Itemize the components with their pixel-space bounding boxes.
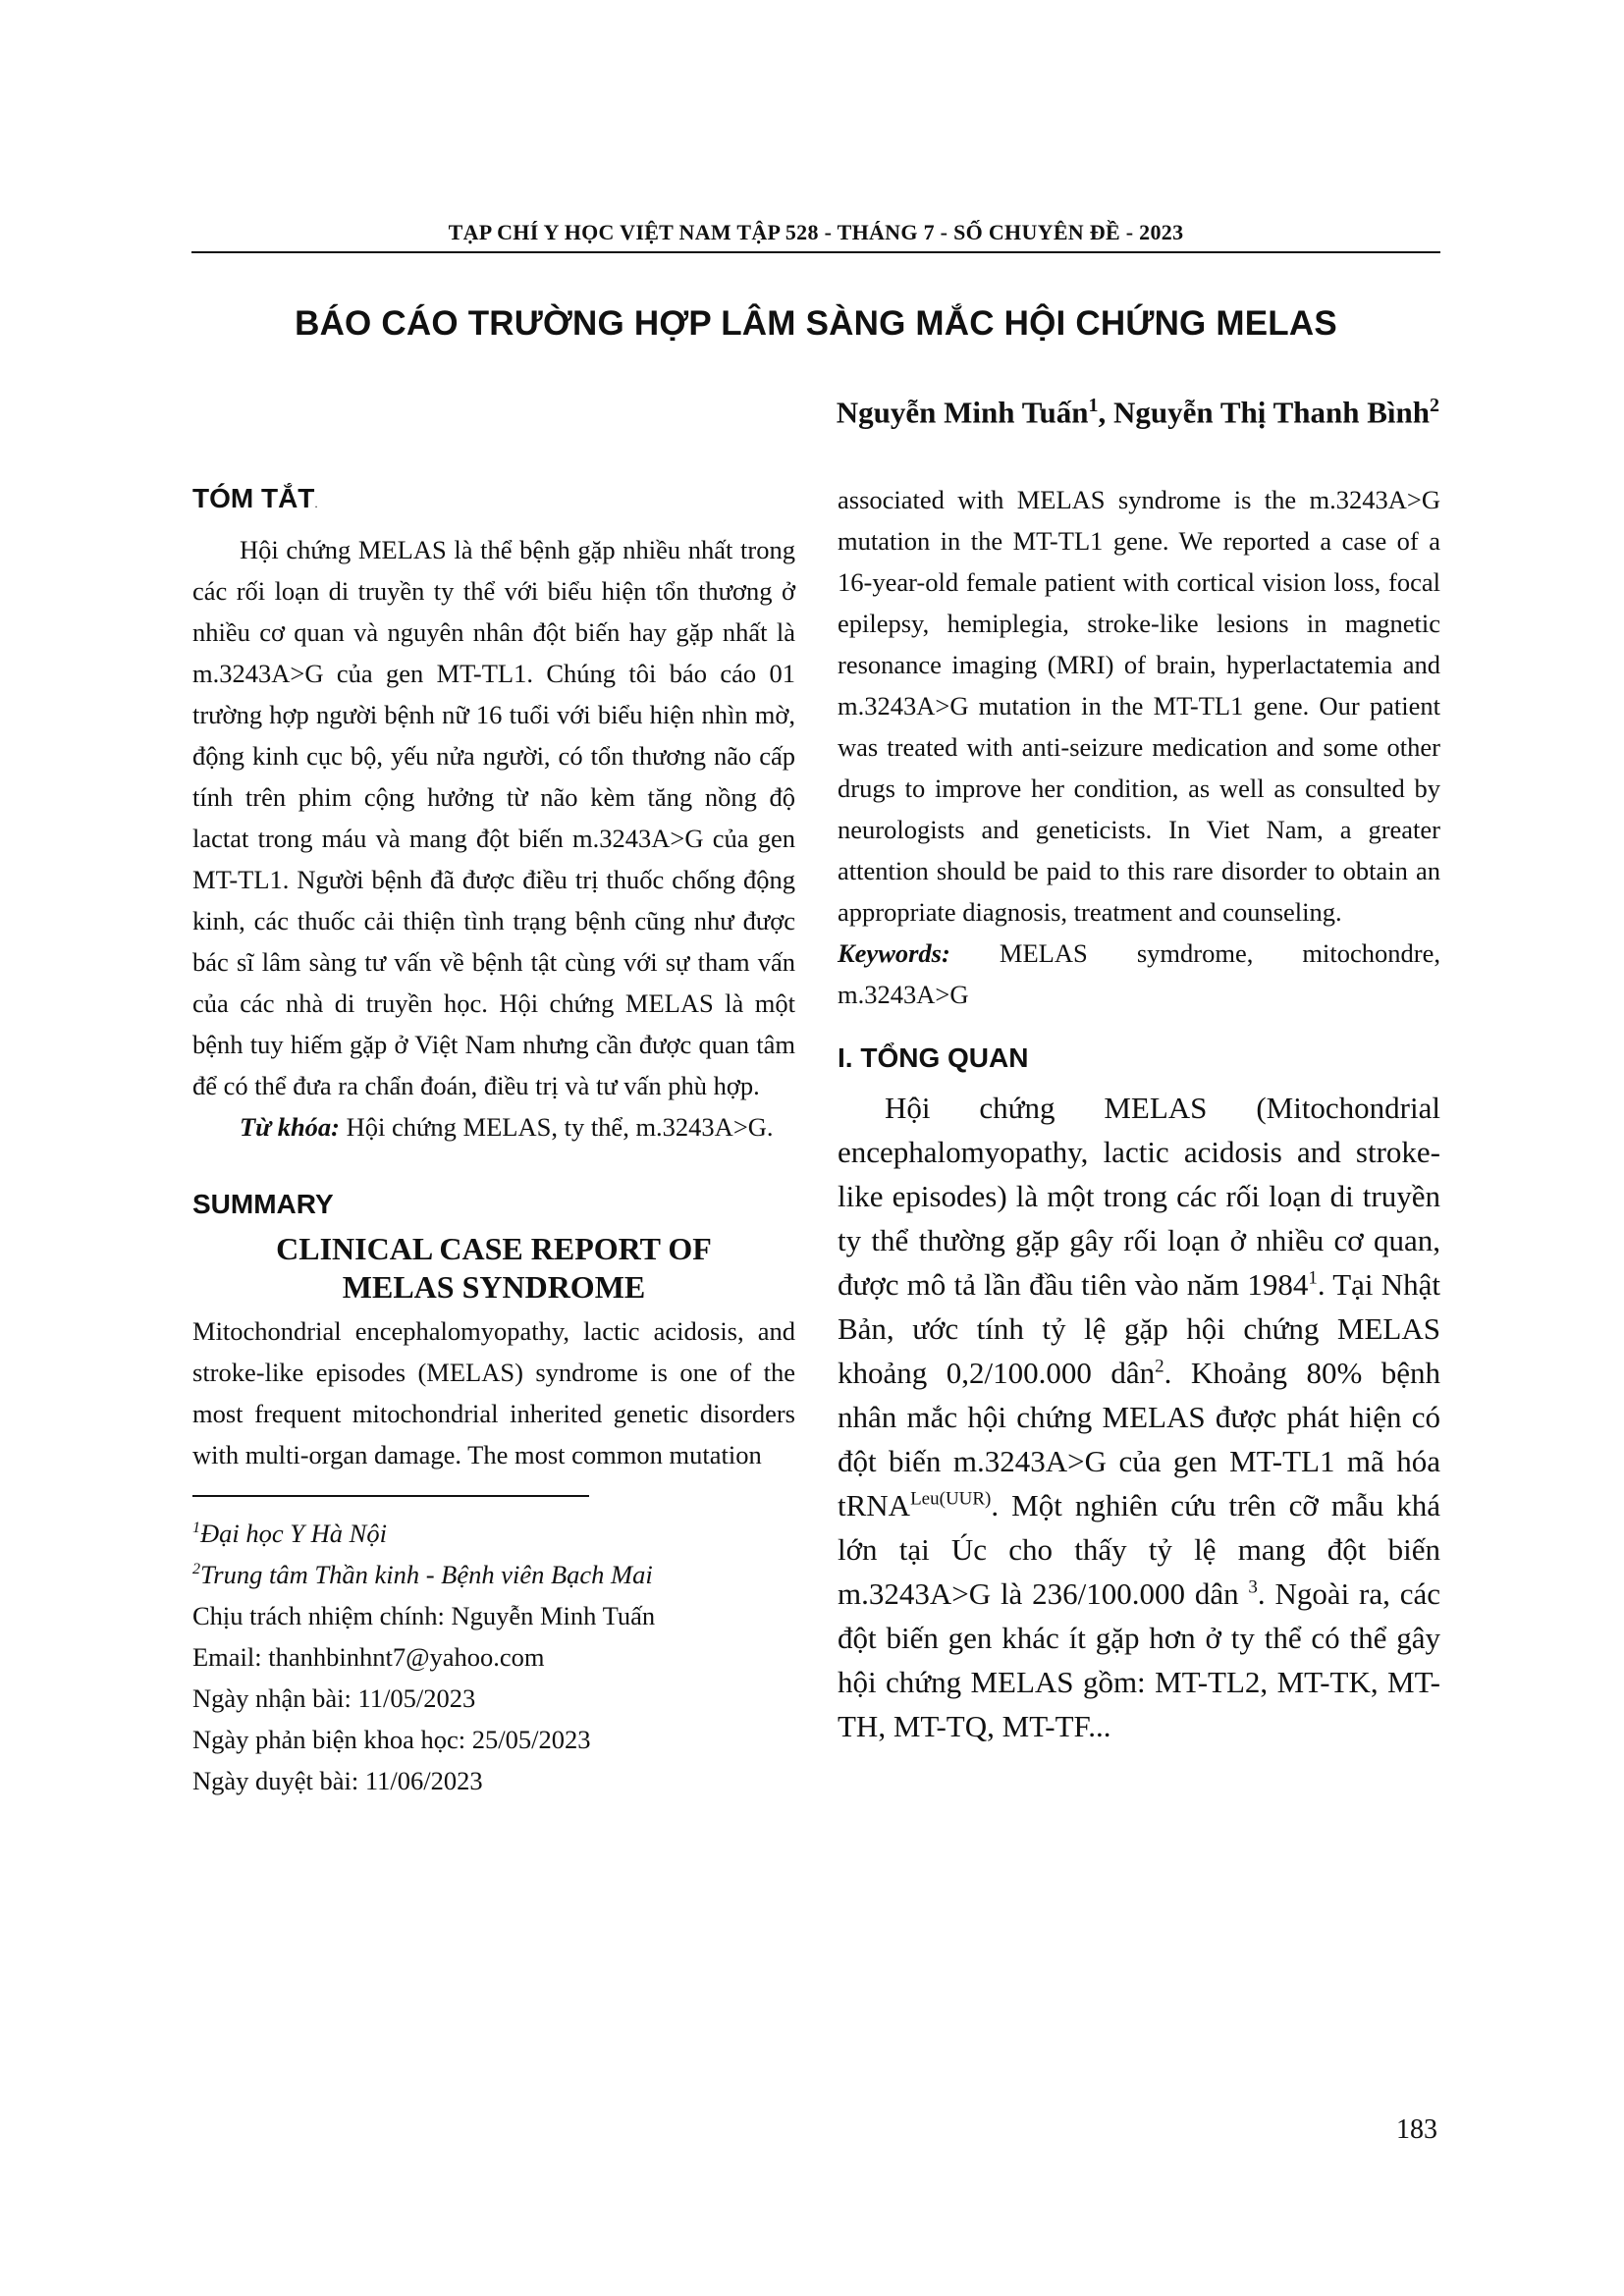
keywords-vi-label: Từ khóa: bbox=[240, 1112, 341, 1142]
abstract-vi-text: Hội chứng MELAS là thể bệnh gặp nhiều nhất trong các rối loạn di truyền ty thể với biểu hiện tổn thương ở nhiều cơ quan và nguyên nhân đột biến hay gặp nhất là m.3243A>G của gen MT-TL1. Chúng tôi báo cáo 01 trường hợp người bệnh nữ 16 tuổi với biểu hiện nhìn mờ, động kinh cục bộ, yếu nửa người, có tổn thương não cấp tính trên phim cộng hưởng từ não kèm tăng nồng độ lactat trong máu và mang đột biến m.3243A>G của gen MT-TL1. Người bệnh đã được điều trị thuốc chống động kinh, các thuốc cải thiện tình trạng bệnh cũng như được bác sĩ lâm sàng tư vấn về bệnh tật cùng với sự tham vấn của các nhà di truyền học. Hội chứng MELAS là một bệnh tuy hiếm gặp ở Việt Nam nhưng cần được quan tâm để có thể đưa ra chẩn đoán, điều trị và tư vấn phù hợp. bbox=[192, 535, 795, 1100]
affiliation-2-mark: 2 bbox=[192, 1561, 200, 1578]
ref-3: 3 bbox=[1248, 1576, 1258, 1598]
corresponding-author: Chịu trách nhiệm chính: Nguyễn Minh Tuấn bbox=[192, 1601, 656, 1630]
overview-paragraph bbox=[838, 1086, 1440, 1748]
summary-text-part-2: associated with MELAS syndrome is the m.3243A>G mutation in the MT-TL1 gene. We reported a case of a 16-year-old female patient with cortical vision loss, focal epilepsy, hemiplegia, stroke-like lesions in magnetic resonance imaging (MRI) of brain, hyperlactatemia and m.3243A>G mutation in the MT-TL1 gene. Our patient was treated with anti-seizure medication and some other drugs to improve her condition, as well as consulted by neurologists and geneticists. In Viet Nam, a greater attention should be paid to this rare disorder to obtain an appropriate diagnosis, treatment and counseling. bbox=[838, 485, 1440, 927]
overview-seg-2: . Tại Nhật Bản, ước tính tỷ lệ gặp hội chứng MELAS khoảng 0,2/100.000 dân bbox=[838, 1267, 1440, 1390]
summary-text-part-1: Mitochondrial encephalomyopathy, lactic acidosis, and stroke-like episodes (MELAS) syndrome is one of the most frequent mitochondrial inherited genetic disorders with multi-organ damage. The most common mutation bbox=[192, 1316, 795, 1469]
keywords-en-label: Keywords: bbox=[838, 938, 950, 968]
date-accepted: Ngày duyệt bài: 11/06/2023 bbox=[192, 1766, 483, 1795]
summary-keywords bbox=[838, 933, 1440, 1015]
affiliation-2-text: Trung tâm Thần kinh - Bệnh viên Bạch Mai bbox=[200, 1560, 653, 1589]
trna-superscript: Leu(UUR) bbox=[910, 1488, 992, 1510]
footnote-divider bbox=[192, 1495, 589, 1497]
overview-heading: I. TỔNG QUAN bbox=[838, 1042, 1029, 1073]
affiliation-1 bbox=[192, 1513, 795, 1554]
overview-seg-1: Hội chứng MELAS (Mitochondrial encephalomyopathy, lactic acidosis and stroke-like episodes) là một trong các rối loạn di truyền ty thể thường gặp gây rối loạn ở nhiều cơ quan, được mô tả lần đầu tiên vào năm 1984 bbox=[838, 1091, 1440, 1302]
page-number: 183 bbox=[1396, 2114, 1437, 2145]
affiliation-1-mark: 1 bbox=[192, 1520, 200, 1537]
article-title: BÁO CÁO TRƯỜNG HỢP LÂM SÀNG MẮC HỘI CHỨNG MELAS bbox=[295, 304, 1337, 343]
author-2-name: Nguyễn Thị Thanh Bình bbox=[1113, 395, 1430, 430]
right-column bbox=[838, 479, 1440, 1748]
left-column bbox=[192, 479, 795, 1801]
date-received: Ngày nhận bài: 11/05/2023 bbox=[192, 1683, 476, 1713]
author-1-affiliation-mark: 1 bbox=[1088, 395, 1099, 416]
journal-header: TẠP CHÍ Y HỌC VIỆT NAM TẬP 528 - THÁNG 7 - SỐ CHUYÊN ĐỀ - 2023 bbox=[448, 220, 1184, 244]
overview-seg-4: . Một nghiên cứu trên cỡ mẫu khá lớn tại Úc cho thấy tỷ lệ mang đột biến m.3243A>G là 236/100.000 dân bbox=[838, 1488, 1440, 1611]
ref-2: 2 bbox=[1155, 1356, 1164, 1377]
author-separator: , bbox=[1098, 395, 1114, 430]
date-reviewed: Ngày phản biện khoa học: 25/05/2023 bbox=[192, 1725, 591, 1754]
author-1-name: Nguyễn Minh Tuấn bbox=[836, 395, 1089, 430]
abstract-vi-heading-suffix: . bbox=[314, 497, 318, 510]
author-line bbox=[837, 395, 1439, 430]
abstract-vi-keywords bbox=[192, 1106, 795, 1148]
ref-1: 1 bbox=[1308, 1267, 1318, 1289]
keywords-en-value: MELAS symdrome, mitochondre, m.3243A>G bbox=[838, 938, 1440, 1009]
summary-title bbox=[192, 1230, 795, 1307]
abstract-vi-heading bbox=[192, 479, 795, 523]
overview-seg-3: . Khoảng 80% bệnh nhân mắc hội chứng MELAS được phát hiện có đột biến m.3243A>G của gen MT-TL1 mã hóa tRNA bbox=[838, 1356, 1440, 1522]
keywords-vi-value: Hội chứng MELAS, ty thể, m.3243A>G. bbox=[340, 1112, 774, 1142]
affiliation-1-text: Đại học Y Hà Nội bbox=[200, 1519, 387, 1548]
overview-seg-5: . Ngoài ra, các đột biến gen khác ít gặp hơn ở ty thể có thể gây hội chứng MELAS gồm: MT-TL2, MT-TK, MT-TH, MT-TQ, MT-TF... bbox=[838, 1576, 1440, 1743]
affiliation-2 bbox=[192, 1554, 795, 1595]
email: Email: thanhbinhnt7@yahoo.com bbox=[192, 1642, 545, 1672]
summary-title-line-1: CLINICAL CASE REPORT OF bbox=[276, 1231, 712, 1266]
abstract-vi-heading-text: TÓM TẮT bbox=[192, 483, 315, 513]
author-2-affiliation-mark: 2 bbox=[1430, 395, 1439, 416]
summary-title-line-2: MELAS SYNDROME bbox=[342, 1269, 646, 1305]
header-divider bbox=[191, 251, 1440, 253]
summary-heading: SUMMARY bbox=[192, 1189, 334, 1219]
